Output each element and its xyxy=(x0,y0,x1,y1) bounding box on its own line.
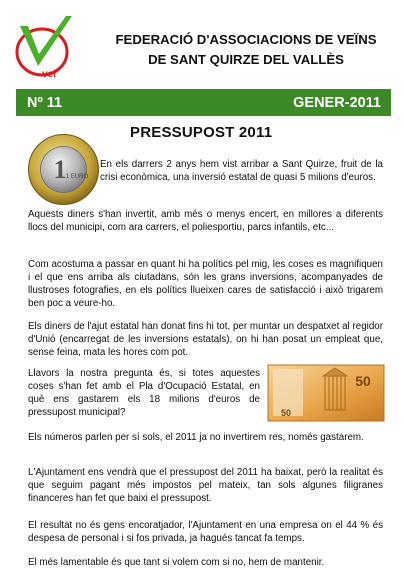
note-value: 50 xyxy=(355,373,371,389)
svg-text:1: 1 xyxy=(53,155,67,184)
coin-label: 1 EURO xyxy=(65,174,89,180)
paragraph-4 xyxy=(28,320,383,359)
federation-logo xyxy=(12,14,78,80)
logo-wordmark: vei xyxy=(42,69,56,80)
org-name xyxy=(96,30,396,70)
paragraph-3 xyxy=(28,258,383,310)
paragraph-6-text: Els números parlen per sí sols, el 2011 ja no invertirem res, només gastarem. xyxy=(28,432,364,443)
paragraph-9-text: El més lamentable és que tant si volem com si no, hem de mantenir. xyxy=(28,557,325,568)
fifty-euro-note-image xyxy=(267,364,385,422)
paragraph-2 xyxy=(28,208,383,234)
paragraph-1 xyxy=(100,158,383,184)
paragraph-7-text: L'Ajuntament ens vendrà que el pressupost del 2011 ha baixat, però la realitat és que seguim pagant més impostos pel mateix, tan sols algunes filigranes financeres han fet que baixi el pressupost. xyxy=(28,467,383,505)
paragraph-8 xyxy=(28,519,383,545)
issue-number: Nº 11 xyxy=(27,94,63,111)
paragraph-7 xyxy=(28,466,383,505)
org-name-line1: FEDERACIÓ D'ASSOCIACIONS DE VEÏNS xyxy=(115,32,377,47)
article-title: PRESSUPOST 2011 xyxy=(130,124,273,141)
paragraph-4-text: Els diners de l'ajut estatal han donat fins hi tot, per muntar un despatxet al regidor d'Unió (encarregat de les inversions estatals), on hi han posat un empleat que, sense feina, mata les hores com pot. xyxy=(28,321,383,359)
paragraph-2-text: Aquests diners s'han invertit, amb més o menys encert, en millores a diferents llocs del municipi, com ara carrers, el poliesportiu, parcs infantils, etc... xyxy=(28,209,383,234)
issue-band xyxy=(16,89,391,116)
paragraph-9 xyxy=(28,556,383,569)
paragraph-6 xyxy=(28,431,383,444)
paragraph-5 xyxy=(28,367,260,419)
euro-coin-image xyxy=(27,133,100,206)
paragraph-1-text: En els darrers 2 anys hem vist arribar a Sant Quirze, fruit de la crisi econòmica, una inversió estatal de quasi 5 milions d'euros. xyxy=(100,159,383,184)
issue-date: GENER-2011 xyxy=(293,94,381,111)
paragraph-8-text: El resultat no és gens encoratjador, l'Ajuntament en una empresa on el 44 % és despesa de personal i si fos privada, ja hagués tancat fa temps. xyxy=(28,520,383,545)
svg-text:50: 50 xyxy=(281,408,292,418)
paragraph-5-text: Llavors la nostra pregunta és, si totes aquestes coses s'han fet amb el Pla d'Ocupació Estatal, en què ens gastarem els 18 milions d'euros de pressupost municipal? xyxy=(28,368,260,419)
org-name-line2: DE SANT QUIRZE DEL VALLÈS xyxy=(148,52,344,67)
paragraph-3-text: Com acostuma a passar en quant hi ha polítics pel mig, les coses es magnifiquen i el que ens arriba als ciutadans, són les grans inversions, acompanyades de llustroses fotografies, en els polítics llueixen cares de satisfacció i això trigarem ben poc a veure-ho. xyxy=(28,259,383,310)
